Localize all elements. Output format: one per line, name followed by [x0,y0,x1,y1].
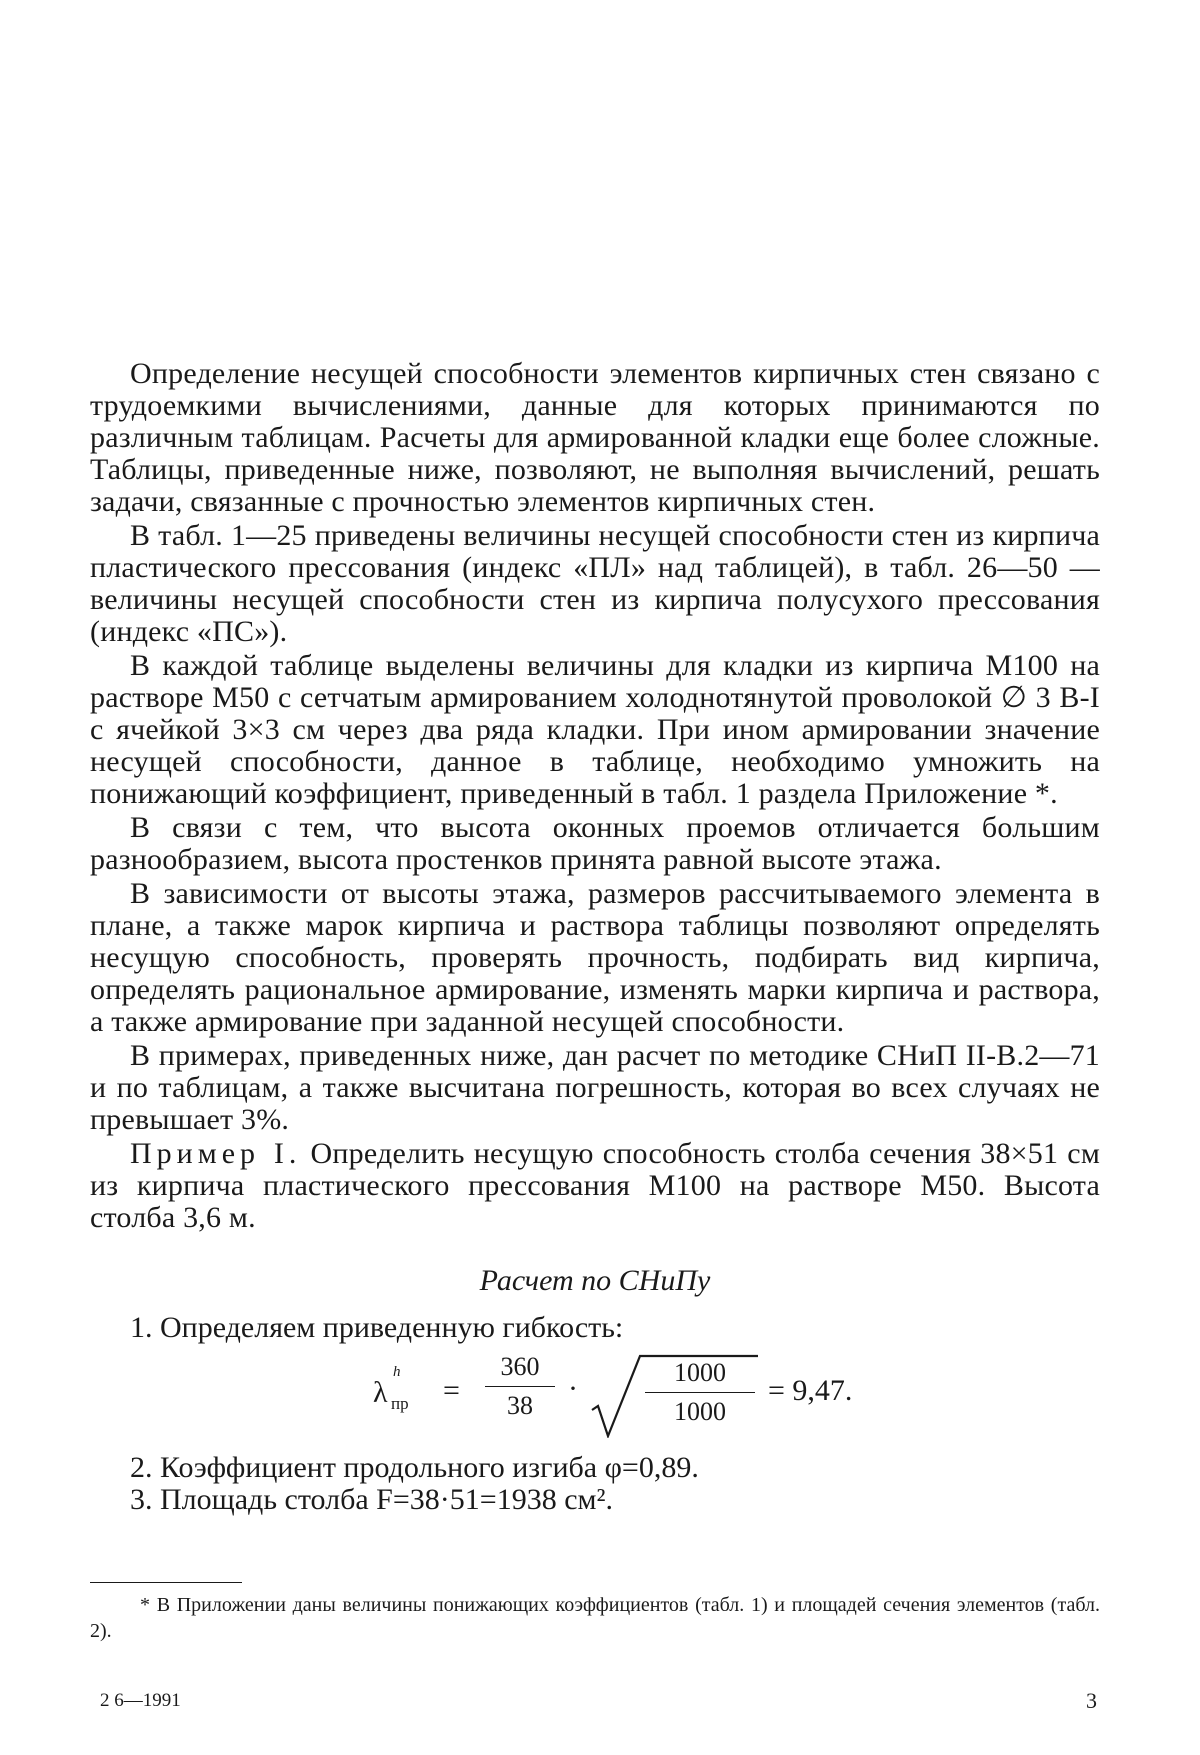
paragraph-window-height: В связи с тем, что высота оконных проемов отличается большим разнообразием, высота простенков принята равной высоте этажа. [90,811,1100,876]
formula-equals: = [443,1374,460,1407]
section-heading: Расчет по СНиПу [479,1264,711,1297]
example-label: Пример I. [130,1137,302,1170]
formula-numerator-1: 360 [485,1352,555,1387]
formula-numerator-2: 1000 [645,1358,755,1393]
formula-dot: · [568,1372,578,1405]
formula-sup: h [393,1364,401,1380]
formula-sub: пр [391,1394,409,1413]
paragraph-tables-range: В табл. 1—25 приведены величины несущей способности стен из кирпича пластического прессования (индекс «ПЛ» над таблицей), в табл. 26—50 — величины несущей способности стен из кирпича полусухого прессования (индекс «ПС»). [90,519,1100,648]
formula-denominator-2: 1000 [674,1397,726,1426]
footnote: * В Приложении даны величины понижающих коэффициентов (табл. 1) и площадей сечения элементов (табл. 2). [90,1594,1100,1642]
paragraph-example-1 [90,1138,1100,1234]
footnote-divider [90,1582,242,1583]
step-2: 2. Коэффициент продольного изгиба φ=0,89. [130,1451,699,1484]
paragraph-examples: В примерах, приведенных ниже, дан расчет по методике СНиП II-В.2—71 и по таблицам, а также высчитана погрешность, которая во всех случаях не превышает 3%. [90,1039,1100,1136]
page-body [90,358,1100,1516]
step-3: 3. Площадь столба F=38·51=1938 см². [130,1483,613,1516]
step-1: 1. Определяем приведенную гибкость: [130,1311,624,1344]
formula-fraction-2 [645,1358,755,1427]
formula-result: = 9,47. [768,1374,853,1407]
page-number: 3 [1086,1688,1097,1713]
paragraph-usage: В зависимости от высоты этажа, размеров рассчитываемого элемента в плане, а также марок кирпича и раствора таблицы позволяют определять несущую способность, проверять прочность, подбирать вид кирпича, определять рациональное армирование, изменять марки кирпича и раствора, а также армирование при заданной несущей способности. [90,877,1100,1038]
formula-fraction-1 [485,1352,555,1421]
formula-lambda: λ h пр [373,1364,409,1413]
paragraph-intro: Определение несущей способности элементов кирпичных стен связано с трудоемкими вычислениями, данные для которых принимаются по различным таблицам. Расчеты для армированной кладки еще более сложные. Таблицы, приведенные ниже, позволяют, не выполняя вычислений, решать задачи, связанные с прочностью элементов кирпичных стен. [90,357,1100,518]
example-text: Определить несущую способность столба сечения 38×51 см из кирпича пластического прессования М100 на растворе М50. Высота столба 3,6 м. [90,1137,1101,1234]
formula-denominator-1: 38 [507,1391,533,1420]
printer-signature: 2 6—1991 [100,1690,181,1711]
slenderness-formula [90,1352,1100,1442]
paragraph-reinforcement: В каждой таблице выделены величины для кладки из кирпича М100 на растворе М50 с сетчатым армированием холоднотянутой проволокой ∅ 3 В-I с ячейкой 3×3 см через два ряда кладки. При ином армировании значение несущей способности, данное в таблице, необходимо умножить на понижающий коэффициент, приведенный в табл. 1 раздела Приложение *. [90,649,1100,810]
